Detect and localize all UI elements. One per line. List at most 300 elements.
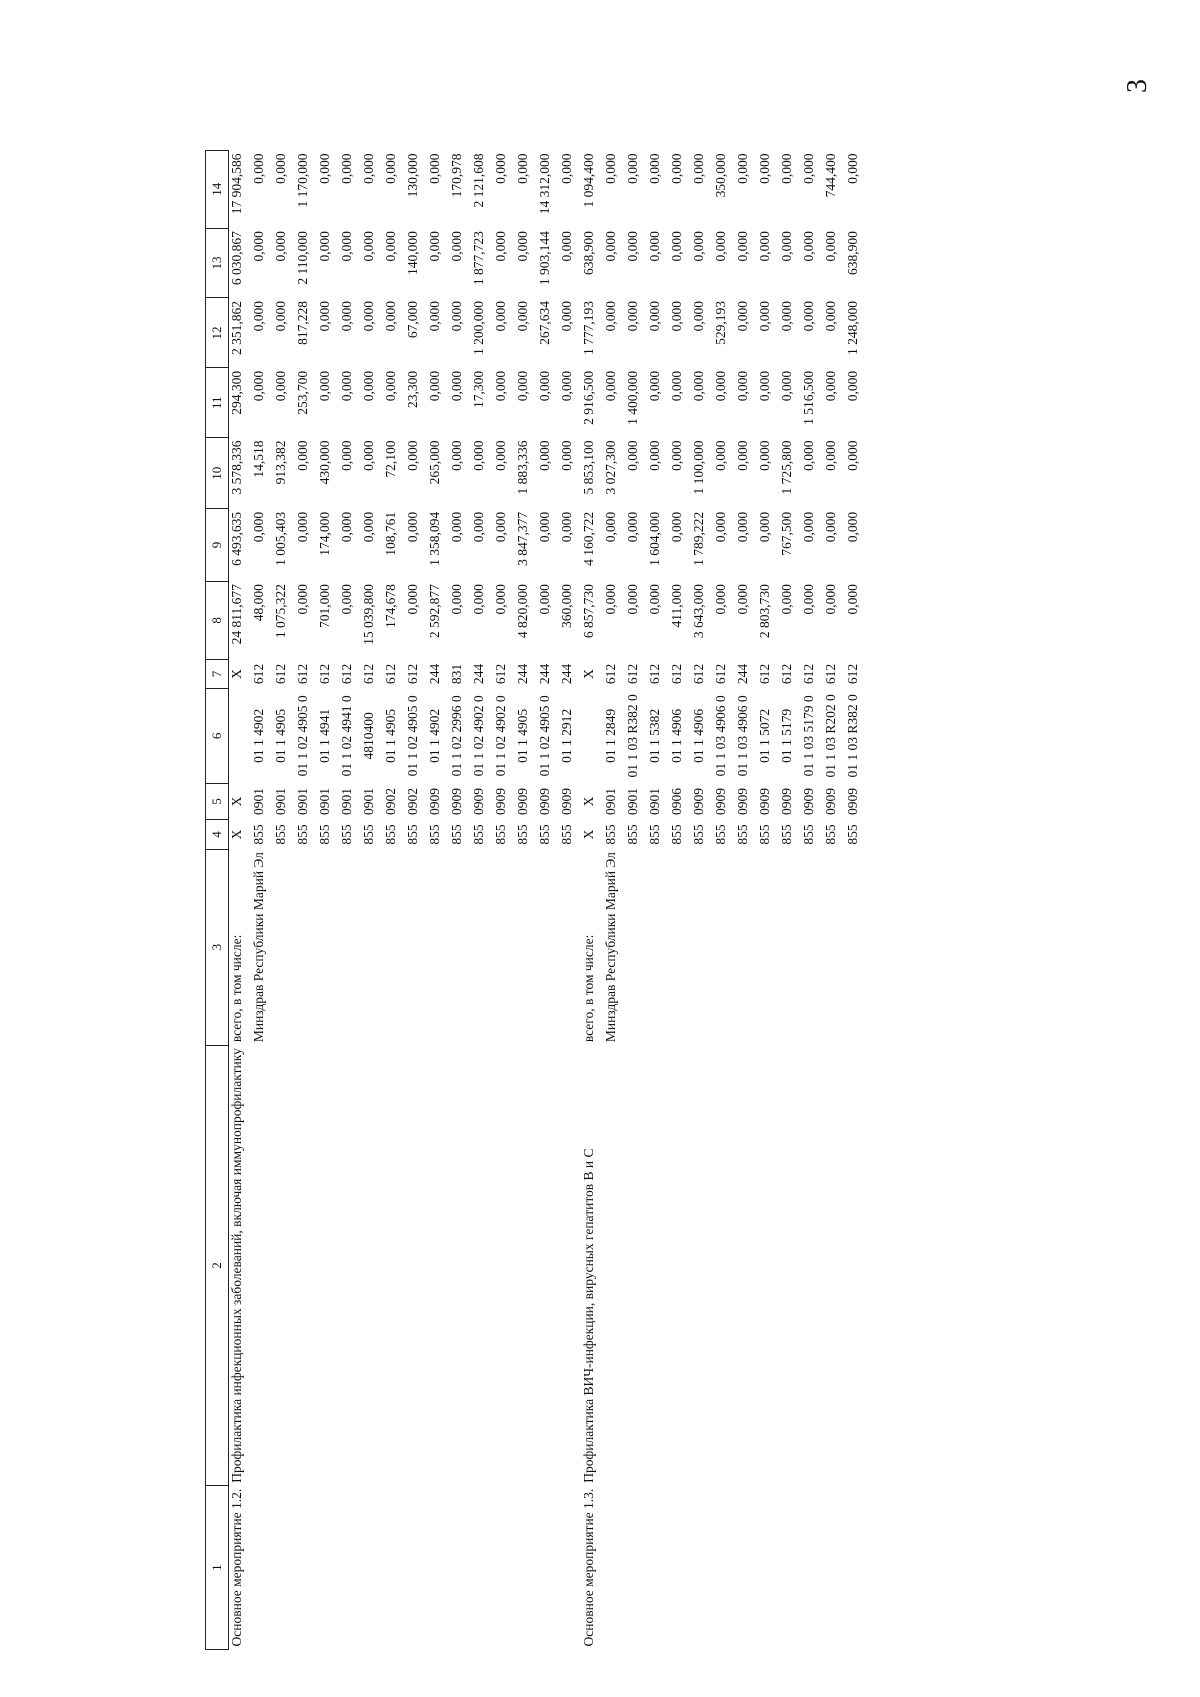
table-cell: 612 [295,663,310,685]
table-cell: 701,000 [317,584,332,629]
table-cell: 01 1 4902 [427,708,442,763]
column-header: 1 [206,1486,229,1650]
table-cell: 01 1 4906 [691,708,706,763]
table-cell: 855 [317,824,332,845]
table-cell: 1 200,000 [471,301,486,355]
table-cell: 01 1 02 4905 0 [405,695,420,777]
table-cell: 0,000 [625,231,640,262]
table-cell: 855 [669,824,684,845]
table-cell: 0,000 [295,584,310,615]
table-cell: 01 1 2912 [559,708,574,763]
table-cell: 3 027,300 [603,440,618,495]
total-cell: 6 030,867 [229,231,244,286]
table-cell: 0,000 [559,153,574,184]
table-cell: 612 [669,663,684,685]
table-cell: 01 1 5382 [647,708,662,763]
table-cell: 0,000 [647,301,662,332]
table-cell: 612 [801,663,816,685]
table-cell: 0,000 [251,301,266,332]
table-cell: 0,000 [801,301,816,332]
table-cell: 253,700 [295,370,310,415]
table-cell: 17,300 [471,370,486,409]
table-cell: 0902 [383,788,398,816]
table-cell: 01 1 4905 [273,708,288,763]
table-cell: 1 725,800 [779,440,794,495]
table-cell: 855 [295,824,310,845]
table-cell: 01 1 02 4941 0 [339,695,354,777]
table-cell: 0,000 [823,584,838,615]
table-cell: 0,000 [647,153,662,184]
table-cell: 0,000 [625,440,640,471]
column-header: 5 [206,783,229,820]
table-cell: 612 [779,663,794,685]
table-cell: 855 [449,824,464,845]
table-cell: 0909 [427,788,442,816]
column-header: 9 [206,509,229,581]
table-cell: 855 [559,824,574,845]
column-header: 13 [206,228,229,298]
table-cell: 0,000 [823,301,838,332]
table-cell: 67,000 [405,301,420,339]
budget-table [205,150,867,1650]
table-cell: 0,000 [383,370,398,402]
total-cell: 17 904,586 [229,153,244,215]
table-cell: 01 1 02 4902 0 [493,695,508,777]
table-cell: 0909 [449,788,464,816]
table-cell: 0,000 [779,370,794,402]
table-cell: 0,000 [647,370,662,402]
table-cell: 0,000 [691,153,706,184]
total-cell: X [229,669,244,679]
table-cell: 0,000 [779,153,794,184]
table-cell: 350,000 [713,153,728,198]
table-cell: 0901 [361,788,376,816]
measure-title: Профилактика ВИЧ-инфекции, вирусных гепатитов В и С [581,1148,596,1483]
total-cell: X [229,796,244,807]
table-cell: 0,000 [295,440,310,471]
table-cell: 1 248,000 [845,301,860,355]
total-cell: X [581,829,596,840]
table-cell: 0,000 [251,370,266,402]
table-cell: 01 1 02 4905 0 [295,695,310,777]
total-cell: 6 857,730 [581,584,596,639]
table-cell: 0,000 [449,301,464,332]
table-cell: 0,000 [713,511,728,543]
table-cell: 244 [559,663,574,685]
table-cell: 0,000 [361,301,376,332]
table-cell: 0,000 [471,440,486,471]
table-cell: 0,000 [559,231,574,262]
table-cell: 244 [537,663,552,685]
table-cell: 0,000 [559,301,574,332]
column-header: 8 [206,581,229,659]
table-cell: 0,000 [361,153,376,184]
table-cell: 0,000 [735,584,750,615]
table-cell: 0,000 [383,301,398,332]
table-cell: 0,000 [405,511,420,543]
table-cell: 430,000 [317,440,332,485]
table-cell: 612 [405,663,420,685]
table-cell: 0,000 [317,301,332,332]
table-cell: 1 400,000 [625,370,640,425]
table-cell: 0,000 [339,584,354,615]
table-cell: 2 110,000 [295,231,310,285]
table-cell: 01 1 02 4905 0 [537,695,552,777]
measure-number: Основное мероприятие 1.3. [581,1488,596,1647]
table-cell: 0,000 [273,301,288,332]
column-header: 6 [206,688,229,783]
table-cell: 0,000 [669,370,684,402]
table-cell: 0,000 [449,440,464,471]
table-cell: 0,000 [493,584,508,615]
total-cell: 2 351,862 [229,301,244,355]
table-cell: 0901 [317,788,332,816]
table-cell: 0,000 [757,153,772,184]
total-cell: 1 094,400 [581,153,596,208]
table-cell: 855 [779,824,794,845]
table-cell: 0,000 [449,511,464,543]
section-total-row [229,151,252,1650]
table-cell: 01 1 02 4902 0 [471,695,486,777]
table-cell: 0,000 [427,370,442,402]
table-cell: 0,000 [801,511,816,543]
table-cell: 0,000 [845,370,860,402]
header-row [206,151,229,1650]
table-cell: 0,000 [669,511,684,543]
table-cell: 0,000 [603,370,618,402]
table-cell: 855 [515,824,530,845]
table-cell: 0,000 [273,370,288,402]
table-cell: 612 [603,663,618,685]
table-cell: 0,000 [823,370,838,402]
table-cell: 0906 [669,788,684,816]
table-cell: 0,000 [801,440,816,471]
table-cell: 0,000 [713,584,728,615]
table-cell: 0,000 [757,440,772,471]
table-cell: 01 1 03 5179 0 [801,695,816,777]
table-cell: 0,000 [735,301,750,332]
table-cell: 0,000 [845,440,860,471]
table-cell: 744,400 [823,153,838,198]
table-cell: 0,000 [757,301,772,332]
table-cell: 48,000 [251,584,266,622]
total-cell: 294,300 [229,370,244,415]
table-cell: 855 [603,824,618,845]
table-cell: 612 [251,663,266,685]
table-cell: 855 [471,824,486,845]
table-cell: 612 [713,663,728,685]
table-cell: 0,000 [625,153,640,184]
table-cell: 01 1 4905 [383,708,398,763]
table-cell: 612 [339,663,354,685]
table-cell: 0901 [647,788,662,816]
organization-name: Минздрав Республики Марий Эл [251,852,266,1043]
table-cell: 01 1 5179 [779,708,794,763]
table-cell: 913,382 [273,440,288,485]
section-total-row [581,151,603,1650]
table-cell: 1 100,000 [691,440,706,495]
column-header: 4 [206,820,229,849]
table-cell: 855 [361,824,376,845]
table-cell: 855 [713,824,728,845]
table-cell: 0909 [735,788,750,816]
table-cell: 0,000 [823,511,838,543]
table-cell: 14 312,000 [537,153,552,215]
table-cell: 0,000 [603,584,618,615]
table-cell: 244 [735,663,750,685]
table-cell: 612 [823,663,838,685]
table-cell: 0,000 [691,301,706,332]
table-cell: 0,000 [735,370,750,402]
table-cell: 855 [625,824,640,845]
table-cell: 0,000 [427,301,442,332]
organization-name: Минздрав Республики Марий Эл [603,852,618,1043]
table-cell: 174,000 [317,511,332,556]
total-label: всего, в том числе: [229,934,244,1043]
measure-number: Основное мероприятие 1.2. [229,1488,244,1647]
table-cell: 0,000 [735,511,750,543]
table-cell: 0,000 [317,231,332,262]
table-cell: 23,300 [405,370,420,409]
total-cell: 4 160,722 [581,511,596,566]
table-cell: 612 [757,663,772,685]
total-cell: X [581,669,596,679]
table-cell: 0,000 [713,440,728,471]
table-cell: 0,000 [559,370,574,402]
table-cell: 14,518 [251,440,266,478]
table-cell: 15 039,800 [361,584,376,645]
table-cell: 0,000 [361,370,376,402]
table-cell: 0,000 [801,153,816,184]
table-cell: 0909 [845,788,860,816]
table-cell: 1 358,094 [427,511,442,566]
table-cell: 1 075,322 [273,584,288,639]
total-cell: 6 493,635 [229,511,244,566]
table-cell: 0,000 [845,584,860,615]
table-cell: 0,000 [669,440,684,471]
table-cell: 0,000 [493,153,508,184]
rotated-table-container [205,150,1105,1650]
table-cell: 0909 [801,788,816,816]
table-cell: 01 1 4906 [669,708,684,763]
table-cell: 0909 [559,788,574,816]
table-cell: 855 [339,824,354,845]
table-cell: 855 [757,824,772,845]
table-cell: 0909 [471,788,486,816]
table-cell: 0,000 [339,440,354,471]
column-header: 3 [206,849,229,1045]
table-cell: 0,000 [647,440,662,471]
table-cell: 0901 [295,788,310,816]
table-cell: 0,000 [383,231,398,262]
table-cell: 267,634 [537,301,552,345]
table-cell: 1 877,723 [471,231,486,286]
table-cell: 0901 [625,788,640,816]
table-cell: 0,000 [361,511,376,543]
table-cell: 0,000 [273,231,288,262]
table-cell: 4810400 [361,712,376,760]
total-cell: 24 811,677 [229,584,244,645]
table-cell: 0,000 [691,231,706,262]
table-cell: 01 1 4941 [317,708,332,763]
table-cell: 0,000 [339,231,354,262]
table-cell: 2 121,608 [471,153,486,208]
table-cell: 0901 [251,788,266,816]
table-cell: 1 170,000 [295,153,310,208]
table-cell: 638,900 [845,231,860,275]
table-cell: 0,000 [537,584,552,615]
table-cell: 01 1 03 R382 0 [845,694,860,778]
table-cell: 855 [273,824,288,845]
table-cell: 855 [251,824,266,845]
table-cell: 0,000 [537,511,552,543]
table-cell: 01 1 03 R202 0 [823,694,838,778]
table-cell: 0,000 [537,370,552,402]
table-cell: 855 [427,824,442,845]
table-cell: 1 604,000 [647,511,662,566]
table-cell: 0,000 [493,511,508,543]
table-cell: 0,000 [735,153,750,184]
table-cell: 0,000 [471,511,486,543]
table-cell: 0,000 [515,231,530,262]
table-cell: 0,000 [691,370,706,402]
table-cell: 0901 [339,788,354,816]
table-cell: 1 883,336 [515,440,530,495]
table-cell: 0,000 [713,370,728,402]
table-cell: 140,000 [405,231,420,275]
table-cell: 0909 [823,788,838,816]
table-cell: 0,000 [471,584,486,615]
table-cell: 108,761 [383,511,398,556]
total-cell [229,688,252,783]
table-cell: 0,000 [251,231,266,262]
total-cell: X [581,796,596,807]
table-cell: 0909 [757,788,772,816]
table-cell: 855 [647,824,662,845]
table-cell: 0,000 [757,231,772,262]
table-cell: 0,000 [295,511,310,543]
table-cell: 01 1 03 4906 0 [713,695,728,777]
table-cell: 0,000 [405,584,420,615]
table-cell: 0,000 [515,153,530,184]
table-cell: 360,000 [559,584,574,629]
table-cell: 01 1 2849 [603,708,618,763]
table-cell: 0909 [515,788,530,816]
table-cell: 0,000 [823,231,838,262]
table-cell: 0,000 [625,301,640,332]
table-cell: 612 [361,663,376,685]
column-header: 10 [206,437,229,508]
table-cell: 0,000 [515,370,530,402]
table-cell: 0909 [691,788,706,816]
table-cell: 0,000 [383,153,398,184]
table-cell: 244 [471,663,486,685]
table-cell: 612 [647,663,662,685]
table-cell: 0909 [779,788,794,816]
table-cell: 1 005,403 [273,511,288,566]
table-cell: 01 1 03 R382 0 [625,694,640,778]
table-cell: 01 1 03 4906 0 [735,695,750,777]
table-cell: 0,000 [361,231,376,262]
table-cell: 01 1 02 2996 0 [449,695,464,777]
table-cell: 01 1 5072 [757,708,772,763]
table-cell: 0,000 [713,231,728,262]
table-cell: 0,000 [339,370,354,402]
table-cell: 72,100 [383,440,398,478]
table-cell: 529,193 [713,301,728,345]
column-header: 2 [206,1045,229,1486]
table-cell: 0901 [603,788,618,816]
table-cell: 1 516,500 [801,370,816,425]
table-cell: 0,000 [779,301,794,332]
table-cell: 3 643,000 [691,584,706,639]
table-cell: 831 [449,663,464,685]
table-cell: 0,000 [669,301,684,332]
table-cell: 01 1 4902 [251,708,266,763]
table-cell: 0,000 [801,584,816,615]
total-cell: 3 578,336 [229,440,244,495]
table-cell: 0,000 [625,584,640,615]
table-cell: 0909 [713,788,728,816]
table-cell: 817,228 [295,301,310,345]
table-cell: 0,000 [427,231,442,262]
table-cell: 130,000 [405,153,420,198]
table-cell: 855 [493,824,508,845]
table-cell: 4 820,000 [515,584,530,639]
table-cell: 0,000 [647,584,662,615]
table-cell: 411,000 [669,584,684,628]
table-cell: 767,500 [779,511,794,556]
column-header: 7 [206,660,229,689]
table-cell: 0,000 [339,511,354,543]
table-cell: 0,000 [757,511,772,543]
table-cell: 0,000 [625,511,640,543]
table-cell: 0,000 [779,584,794,615]
table-cell: 0,000 [251,153,266,184]
table-cell: 612 [317,663,332,685]
table-cell: 0,000 [845,153,860,184]
table-cell: 0,000 [493,301,508,332]
total-cell: 638,900 [581,231,596,275]
table-cell: 0,000 [801,231,816,262]
table-cell: 0902 [405,788,420,816]
table-cell: 855 [405,824,420,845]
table-cell: 612 [625,663,640,685]
table-cell: 855 [801,824,816,845]
column-header: 14 [206,151,229,229]
total-cell [581,688,603,783]
table-cell: 855 [735,824,750,845]
table-cell: 0,000 [603,301,618,332]
table-cell: 855 [537,824,552,845]
table-cell: 0,000 [823,440,838,471]
table-cell: 0,000 [273,153,288,184]
table-cell: 612 [691,663,706,685]
table-cell: 0909 [493,788,508,816]
table-cell: 0,000 [339,153,354,184]
table-cell: 0,000 [603,231,618,262]
table-cell: 174,678 [383,584,398,629]
total-cell: X [229,829,244,840]
table-cell: 0909 [537,788,552,816]
table-cell: 244 [427,663,442,685]
table-cell: 0,000 [317,370,332,402]
page-number: 3 [1122,79,1153,93]
table-cell: 0,000 [493,231,508,262]
table-cell: 0,000 [559,511,574,543]
total-cell: 1 777,193 [581,301,596,355]
table-cell: 01 1 4905 [515,708,530,763]
